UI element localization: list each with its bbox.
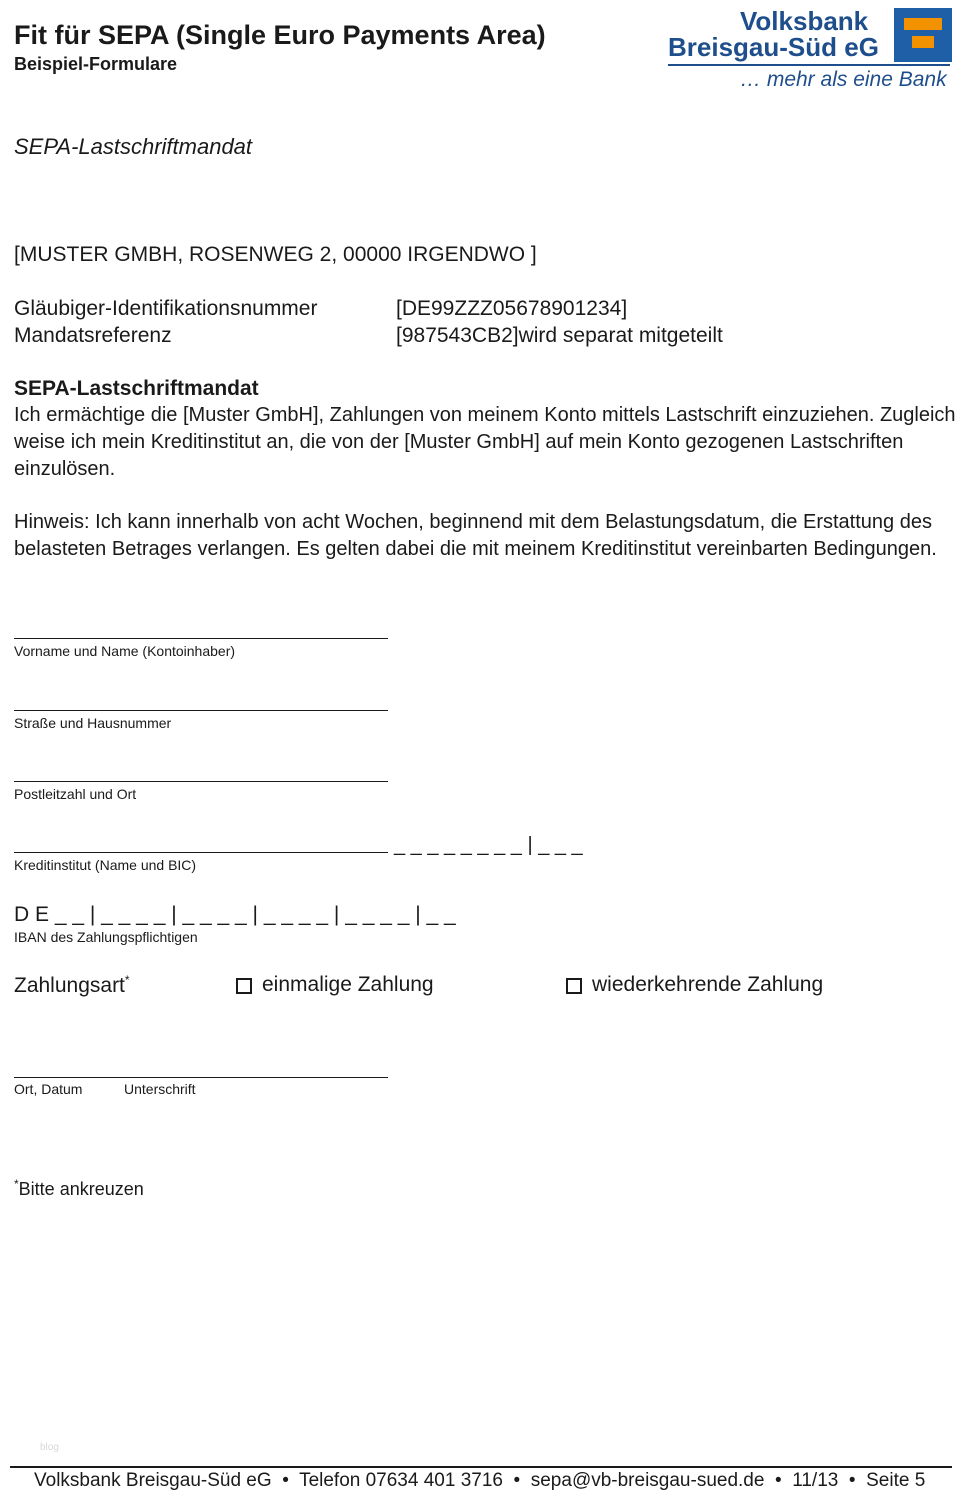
place-date-label: Ort, Datum xyxy=(14,1081,83,1097)
logo-divider xyxy=(668,64,950,66)
iban-field[interactable]: D E _ _ | _ _ _ _ | _ _ _ _ | _ _ _ _ | _ _ _ _ | _ _ xyxy=(14,903,456,926)
creditor-id-label: Gläubiger-Identifikationsnummer xyxy=(14,297,318,320)
logo-slogan: … mehr als eine Bank xyxy=(740,68,947,91)
mandate-heading: SEPA-Lastschriftmandat xyxy=(14,377,259,400)
payment-type-text: Zahlungsart xyxy=(14,974,125,997)
document-subtitle: Beispiel-Formulare xyxy=(14,54,178,74)
bic-field[interactable]: _ _ _ _ _ _ _ _ | _ _ _ xyxy=(394,834,583,856)
city-line[interactable] xyxy=(14,781,388,782)
footer-divider xyxy=(10,1466,952,1468)
bank-label: Kreditinstitut (Name und BIC) xyxy=(14,857,197,873)
payment-type-label xyxy=(14,973,130,998)
vr-logo-icon xyxy=(894,8,952,62)
section-title: SEPA-Lastschriftmandat xyxy=(14,134,253,159)
checkbox-once[interactable] xyxy=(236,978,252,994)
option-recurring-label: wiederkehrende Zahlung xyxy=(592,973,824,996)
logo-line1: Volksbank xyxy=(740,6,869,36)
notice-text: Hinweis: Ich kann innerhalb von acht Wochen, beginnend mit dem Belastungsdatum, die Erstattung des belasteten Betrages verlangen. Es gelten dabei die mit meinem Kreditinstitut vereinbarten Bedingungen. xyxy=(14,511,937,560)
option-once-label: einmalige Zahlung xyxy=(262,973,434,996)
mandate-ref-value: [987543CB2]wird separat mitgeteilt xyxy=(396,324,723,347)
document-title: Fit für SEPA (Single Euro Payments Area) xyxy=(14,20,546,50)
bank-logo xyxy=(660,4,956,96)
payment-type-asterisk: * xyxy=(124,973,130,987)
street-line[interactable] xyxy=(14,710,388,711)
mandate-ref-label: Mandatsreferenz xyxy=(14,324,172,347)
creditor-address: [MUSTER GMBH, ROSENWEG 2, 00000 IRGENDWO ] xyxy=(14,243,537,266)
footnote xyxy=(14,1177,144,1200)
name-label: Vorname und Name (Kontoinhaber) xyxy=(14,643,236,659)
signature-label: Unterschrift xyxy=(124,1081,196,1097)
name-line[interactable] xyxy=(14,638,388,639)
iban-label: IBAN des Zahlungspflichtigen xyxy=(14,929,198,945)
logo-line2: Breisgau-Süd eG xyxy=(668,32,879,62)
checkbox-recurring[interactable] xyxy=(566,978,582,994)
creditor-id-value: [DE99ZZZ05678901234] xyxy=(396,297,628,320)
watermark: blog xyxy=(40,1442,59,1453)
city-label: Postleitzahl und Ort xyxy=(14,786,137,802)
footer-text: Volksbank Breisgau-Süd eG • Telefon 07634 401 3716 • sepa@vb-breisgau-sued.de • 11/13 • Seite 5 xyxy=(34,1470,926,1491)
authorization-text: Ich ermächtige die [Muster GmbH], Zahlungen von meinem Konto mittels Lastschrift einzuziehen. Zugleich weise ich mein Kreditinstitut an, die von der [Muster GmbH] auf mein Konto gezogenen Lastschriften einzulösen. xyxy=(14,404,956,480)
bank-line[interactable] xyxy=(14,852,388,853)
footnote-asterisk: * xyxy=(14,1177,19,1191)
footnote-text: Bitte ankreuzen xyxy=(18,1179,144,1199)
street-label: Straße und Hausnummer xyxy=(14,715,172,731)
signature-line[interactable] xyxy=(14,1077,388,1078)
